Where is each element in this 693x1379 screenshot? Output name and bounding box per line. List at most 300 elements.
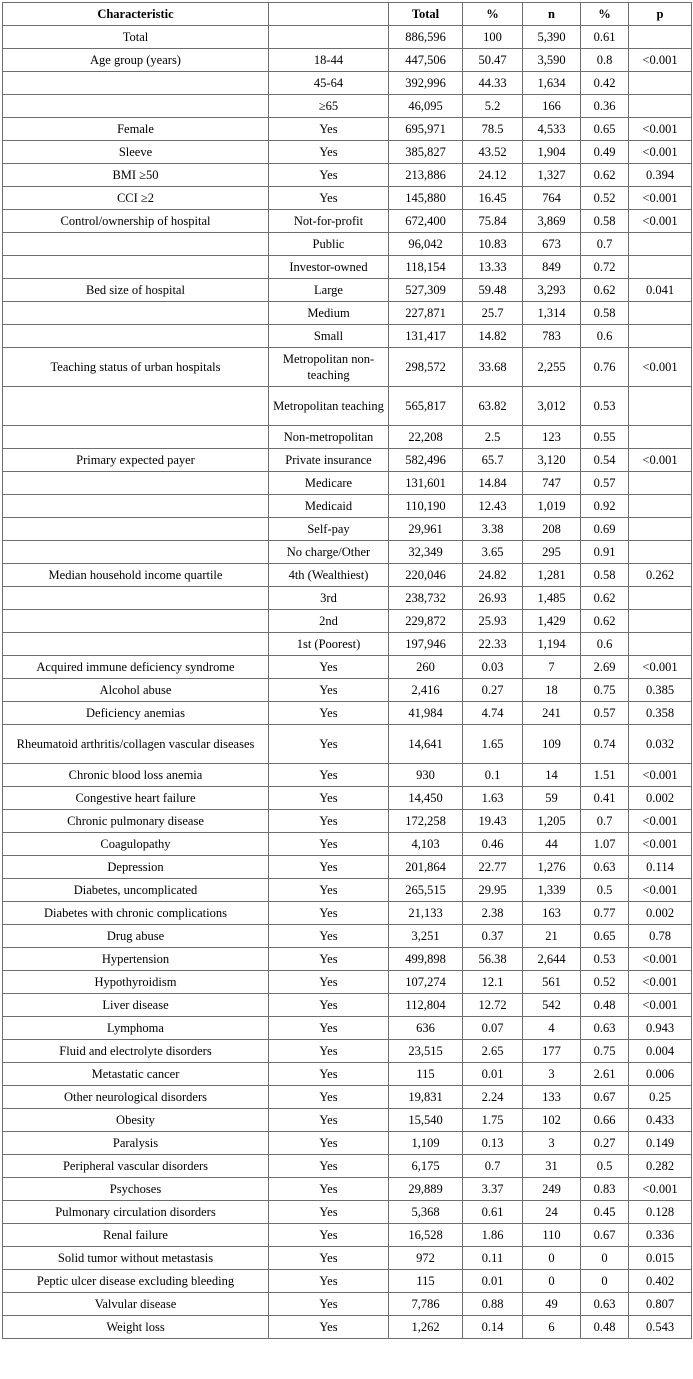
table-row (3, 164, 692, 187)
percent-cell: 5.2 (463, 95, 523, 118)
rate-cell: 0.58 (581, 564, 629, 587)
rate-cell: 0.83 (581, 1178, 629, 1201)
rate-cell: 0.62 (581, 587, 629, 610)
table-row (3, 587, 692, 610)
total-cell: 107,274 (389, 971, 463, 994)
total-cell: 1,262 (389, 1316, 463, 1339)
p-value-cell: <0.001 (629, 187, 692, 210)
p-value-cell: 0.78 (629, 925, 692, 948)
n-cell: 177 (523, 1040, 581, 1063)
characteristic-cell: Other neurological disorders (3, 1086, 269, 1109)
percent-cell: 24.82 (463, 564, 523, 587)
percent-cell: 50.47 (463, 49, 523, 72)
table-row (3, 1086, 692, 1109)
characteristic-cell: Diabetes, uncomplicated (3, 879, 269, 902)
characteristic-cell (3, 472, 269, 495)
total-cell: 32,349 (389, 541, 463, 564)
characteristics-table (2, 2, 692, 1339)
total-cell: 695,971 (389, 118, 463, 141)
total-cell: 238,732 (389, 587, 463, 610)
rate-cell: 0.63 (581, 1293, 629, 1316)
percent-cell: 14.82 (463, 325, 523, 348)
percent-cell: 75.84 (463, 210, 523, 233)
category-cell: 18-44 (269, 49, 389, 72)
category-cell: Yes (269, 994, 389, 1017)
percent-cell: 25.7 (463, 302, 523, 325)
p-value-cell: 0.25 (629, 1086, 692, 1109)
rate-cell: 0.75 (581, 1040, 629, 1063)
total-cell: 213,886 (389, 164, 463, 187)
total-cell: 7,786 (389, 1293, 463, 1316)
characteristic-cell: Metastatic cancer (3, 1063, 269, 1086)
n-cell: 561 (523, 971, 581, 994)
category-cell: Yes (269, 902, 389, 925)
percent-cell: 33.68 (463, 348, 523, 387)
category-cell: Large (269, 279, 389, 302)
n-cell: 542 (523, 994, 581, 1017)
header-rate-percent: % (581, 3, 629, 26)
characteristic-cell: Bed size of hospital (3, 279, 269, 302)
characteristic-cell (3, 541, 269, 564)
percent-cell: 1.75 (463, 1109, 523, 1132)
characteristic-cell: Primary expected payer (3, 449, 269, 472)
category-cell: Medicaid (269, 495, 389, 518)
table-row (3, 348, 692, 387)
total-cell: 22,208 (389, 426, 463, 449)
total-cell: 565,817 (389, 387, 463, 426)
p-value-cell: 0.543 (629, 1316, 692, 1339)
percent-cell: 14.84 (463, 472, 523, 495)
characteristic-cell: Rheumatoid arthritis/collagen vascular diseases (3, 725, 269, 764)
characteristic-cell: Drug abuse (3, 925, 269, 948)
n-cell: 3,120 (523, 449, 581, 472)
p-value-cell: 0.433 (629, 1109, 692, 1132)
p-value-cell: 0.282 (629, 1155, 692, 1178)
p-value-cell: 0.385 (629, 679, 692, 702)
total-cell: 110,190 (389, 495, 463, 518)
n-cell: 1,314 (523, 302, 581, 325)
n-cell: 1,339 (523, 879, 581, 902)
table-row (3, 1109, 692, 1132)
total-cell: 886,596 (389, 26, 463, 49)
rate-cell: 0.62 (581, 164, 629, 187)
category-cell: Yes (269, 1201, 389, 1224)
table-row (3, 1247, 692, 1270)
characteristic-cell: Diabetes with chronic complications (3, 902, 269, 925)
percent-cell: 16.45 (463, 187, 523, 210)
p-value-cell (629, 426, 692, 449)
percent-cell: 26.93 (463, 587, 523, 610)
characteristic-cell: Control/ownership of hospital (3, 210, 269, 233)
total-cell: 96,042 (389, 233, 463, 256)
characteristic-cell: Coagulopathy (3, 833, 269, 856)
total-cell: 115 (389, 1270, 463, 1293)
total-cell: 145,880 (389, 187, 463, 210)
header-total: Total (389, 3, 463, 26)
table-row (3, 925, 692, 948)
category-cell: Yes (269, 1293, 389, 1316)
p-value-cell (629, 541, 692, 564)
rate-cell: 0.48 (581, 1316, 629, 1339)
p-value-cell: 0.114 (629, 856, 692, 879)
characteristic-cell (3, 95, 269, 118)
percent-cell: 0.7 (463, 1155, 523, 1178)
n-cell: 133 (523, 1086, 581, 1109)
category-cell: Not-for-profit (269, 210, 389, 233)
p-value-cell: <0.001 (629, 810, 692, 833)
characteristic-cell (3, 325, 269, 348)
p-value-cell: 0.004 (629, 1040, 692, 1063)
n-cell: 0 (523, 1247, 581, 1270)
table-row (3, 387, 692, 426)
total-cell: 298,572 (389, 348, 463, 387)
total-cell: 527,309 (389, 279, 463, 302)
header-row (3, 3, 692, 26)
characteristic-cell: Median household income quartile (3, 564, 269, 587)
total-cell: 499,898 (389, 948, 463, 971)
n-cell: 1,327 (523, 164, 581, 187)
category-cell: Small (269, 325, 389, 348)
table-row (3, 1155, 692, 1178)
rate-cell: 0.52 (581, 187, 629, 210)
p-value-cell: <0.001 (629, 656, 692, 679)
characteristic-cell (3, 72, 269, 95)
category-cell: Medicare (269, 472, 389, 495)
rate-cell: 0.53 (581, 387, 629, 426)
characteristic-cell: Congestive heart failure (3, 787, 269, 810)
n-cell: 123 (523, 426, 581, 449)
table-row (3, 95, 692, 118)
category-cell: 1st (Poorest) (269, 633, 389, 656)
category-cell: Yes (269, 1017, 389, 1040)
category-cell: Metropolitan teaching (269, 387, 389, 426)
table-row (3, 725, 692, 764)
characteristic-cell: Fluid and electrolyte disorders (3, 1040, 269, 1063)
table-row (3, 994, 692, 1017)
total-cell: 392,996 (389, 72, 463, 95)
n-cell: 1,429 (523, 610, 581, 633)
characteristic-cell (3, 495, 269, 518)
percent-cell: 0.01 (463, 1270, 523, 1293)
table-row (3, 233, 692, 256)
table-row (3, 518, 692, 541)
total-cell: 2,416 (389, 679, 463, 702)
total-cell: 172,258 (389, 810, 463, 833)
p-value-cell (629, 495, 692, 518)
n-cell: 1,281 (523, 564, 581, 587)
category-cell: Yes (269, 856, 389, 879)
n-cell: 14 (523, 764, 581, 787)
table-body (3, 26, 692, 1339)
table-row (3, 971, 692, 994)
table-row (3, 302, 692, 325)
table-row (3, 833, 692, 856)
p-value-cell: 0.002 (629, 902, 692, 925)
total-cell: 6,175 (389, 1155, 463, 1178)
header-characteristic: Characteristic (3, 3, 269, 26)
p-value-cell: <0.001 (629, 449, 692, 472)
percent-cell: 2.38 (463, 902, 523, 925)
category-cell: 4th (Wealthiest) (269, 564, 389, 587)
total-cell: 930 (389, 764, 463, 787)
n-cell: 109 (523, 725, 581, 764)
p-value-cell: <0.001 (629, 141, 692, 164)
characteristic-cell (3, 610, 269, 633)
category-cell: Yes (269, 656, 389, 679)
characteristic-cell (3, 633, 269, 656)
p-value-cell: <0.001 (629, 971, 692, 994)
table-row (3, 810, 692, 833)
table-row (3, 449, 692, 472)
rate-cell: 0.67 (581, 1086, 629, 1109)
table-row (3, 902, 692, 925)
n-cell: 49 (523, 1293, 581, 1316)
p-value-cell: <0.001 (629, 210, 692, 233)
p-value-cell: 0.149 (629, 1132, 692, 1155)
percent-cell: 2.5 (463, 426, 523, 449)
category-cell: Investor-owned (269, 256, 389, 279)
n-cell: 1,194 (523, 633, 581, 656)
characteristic-cell (3, 587, 269, 610)
p-value-cell: 0.336 (629, 1224, 692, 1247)
n-cell: 102 (523, 1109, 581, 1132)
category-cell: Yes (269, 141, 389, 164)
total-cell: 385,827 (389, 141, 463, 164)
characteristic-cell: Age group (years) (3, 49, 269, 72)
percent-cell: 0.61 (463, 1201, 523, 1224)
characteristic-cell: Hypothyroidism (3, 971, 269, 994)
table-row (3, 187, 692, 210)
p-value-cell: <0.001 (629, 1178, 692, 1201)
category-cell: Metropolitan non-teaching (269, 348, 389, 387)
characteristic-cell (3, 387, 269, 426)
characteristic-cell: Chronic blood loss anemia (3, 764, 269, 787)
percent-cell: 22.33 (463, 633, 523, 656)
characteristic-cell: Teaching status of urban hospitals (3, 348, 269, 387)
total-cell: 672,400 (389, 210, 463, 233)
p-value-cell (629, 518, 692, 541)
rate-cell: 0.69 (581, 518, 629, 541)
rate-cell: 0.58 (581, 210, 629, 233)
rate-cell: 0.5 (581, 1155, 629, 1178)
rate-cell: 0.63 (581, 856, 629, 879)
characteristic-cell: Total (3, 26, 269, 49)
rate-cell: 0.36 (581, 95, 629, 118)
n-cell: 1,205 (523, 810, 581, 833)
category-cell: 45-64 (269, 72, 389, 95)
table-row (3, 72, 692, 95)
p-value-cell (629, 302, 692, 325)
table-row (3, 1132, 692, 1155)
rate-cell: 0.8 (581, 49, 629, 72)
n-cell: 166 (523, 95, 581, 118)
rate-cell: 0.92 (581, 495, 629, 518)
total-cell: 46,095 (389, 95, 463, 118)
total-cell: 15,540 (389, 1109, 463, 1132)
percent-cell: 12.72 (463, 994, 523, 1017)
total-cell: 220,046 (389, 564, 463, 587)
n-cell: 59 (523, 787, 581, 810)
rate-cell: 0.49 (581, 141, 629, 164)
rate-cell: 0.65 (581, 118, 629, 141)
characteristic-cell: CCI ≥2 (3, 187, 269, 210)
n-cell: 3,293 (523, 279, 581, 302)
characteristic-cell: Deficiency anemias (3, 702, 269, 725)
n-cell: 1,904 (523, 141, 581, 164)
characteristic-cell: Valvular disease (3, 1293, 269, 1316)
p-value-cell (629, 256, 692, 279)
percent-cell: 100 (463, 26, 523, 49)
n-cell: 7 (523, 656, 581, 679)
total-cell: 19,831 (389, 1086, 463, 1109)
p-value-cell: 0.807 (629, 1293, 692, 1316)
characteristic-cell: BMI ≥50 (3, 164, 269, 187)
characteristic-cell: Psychoses (3, 1178, 269, 1201)
rate-cell: 0.74 (581, 725, 629, 764)
n-cell: 21 (523, 925, 581, 948)
table-row (3, 610, 692, 633)
rate-cell: 0.48 (581, 994, 629, 1017)
p-value-cell: 0.002 (629, 787, 692, 810)
table-row (3, 141, 692, 164)
category-cell: Yes (269, 1155, 389, 1178)
table-row (3, 1178, 692, 1201)
n-cell: 208 (523, 518, 581, 541)
n-cell: 3,012 (523, 387, 581, 426)
p-value-cell: 0.358 (629, 702, 692, 725)
percent-cell: 2.24 (463, 1086, 523, 1109)
table-row (3, 1224, 692, 1247)
total-cell: 14,450 (389, 787, 463, 810)
p-value-cell: 0.032 (629, 725, 692, 764)
total-cell: 118,154 (389, 256, 463, 279)
total-cell: 23,515 (389, 1040, 463, 1063)
rate-cell: 0.57 (581, 472, 629, 495)
header-category (269, 3, 389, 26)
percent-cell: 12.43 (463, 495, 523, 518)
category-cell: Yes (269, 833, 389, 856)
table-row (3, 541, 692, 564)
rate-cell: 0.5 (581, 879, 629, 902)
category-cell: Public (269, 233, 389, 256)
category-cell: Yes (269, 1109, 389, 1132)
characteristic-cell: Peptic ulcer disease excluding bleeding (3, 1270, 269, 1293)
total-cell: 29,889 (389, 1178, 463, 1201)
percent-cell: 1.65 (463, 725, 523, 764)
category-cell: ≥65 (269, 95, 389, 118)
total-cell: 972 (389, 1247, 463, 1270)
total-cell: 4,103 (389, 833, 463, 856)
percent-cell: 59.48 (463, 279, 523, 302)
table-row (3, 426, 692, 449)
n-cell: 1,485 (523, 587, 581, 610)
n-cell: 0 (523, 1270, 581, 1293)
n-cell: 4,533 (523, 118, 581, 141)
category-cell: Yes (269, 1270, 389, 1293)
p-value-cell (629, 610, 692, 633)
total-cell: 1,109 (389, 1132, 463, 1155)
rate-cell: 0.76 (581, 348, 629, 387)
characteristic-cell: Depression (3, 856, 269, 879)
p-value-cell: <0.001 (629, 49, 692, 72)
rate-cell: 0.6 (581, 633, 629, 656)
category-cell: Yes (269, 948, 389, 971)
percent-cell: 29.95 (463, 879, 523, 902)
total-cell: 227,871 (389, 302, 463, 325)
n-cell: 783 (523, 325, 581, 348)
characteristic-cell: Pulmonary circulation disorders (3, 1201, 269, 1224)
rate-cell: 0.67 (581, 1224, 629, 1247)
table-row (3, 633, 692, 656)
header-p-value: p (629, 3, 692, 26)
p-value-cell: <0.001 (629, 348, 692, 387)
table-row (3, 26, 692, 49)
percent-cell: 0.37 (463, 925, 523, 948)
table-row (3, 210, 692, 233)
n-cell: 764 (523, 187, 581, 210)
total-cell: 636 (389, 1017, 463, 1040)
characteristic-cell: Obesity (3, 1109, 269, 1132)
n-cell: 2,255 (523, 348, 581, 387)
n-cell: 5,390 (523, 26, 581, 49)
p-value-cell: <0.001 (629, 994, 692, 1017)
percent-cell: 3.65 (463, 541, 523, 564)
rate-cell: 0.62 (581, 279, 629, 302)
category-cell: Medium (269, 302, 389, 325)
rate-cell: 0.27 (581, 1132, 629, 1155)
rate-cell: 0.7 (581, 233, 629, 256)
total-cell: 112,804 (389, 994, 463, 1017)
p-value-cell: <0.001 (629, 948, 692, 971)
percent-cell: 65.7 (463, 449, 523, 472)
rate-cell: 0.53 (581, 948, 629, 971)
category-cell: Yes (269, 118, 389, 141)
table-row (3, 656, 692, 679)
n-cell: 18 (523, 679, 581, 702)
rate-cell: 0.75 (581, 679, 629, 702)
table-row (3, 1270, 692, 1293)
p-value-cell: <0.001 (629, 833, 692, 856)
total-cell: 41,984 (389, 702, 463, 725)
total-cell: 201,864 (389, 856, 463, 879)
category-cell: Yes (269, 810, 389, 833)
characteristic-cell (3, 302, 269, 325)
percent-cell: 0.46 (463, 833, 523, 856)
category-cell: Yes (269, 764, 389, 787)
category-cell: Yes (269, 971, 389, 994)
total-cell: 260 (389, 656, 463, 679)
percent-cell: 24.12 (463, 164, 523, 187)
rate-cell: 2.69 (581, 656, 629, 679)
n-cell: 24 (523, 1201, 581, 1224)
category-cell: No charge/Other (269, 541, 389, 564)
rate-cell: 0.63 (581, 1017, 629, 1040)
characteristic-cell: Liver disease (3, 994, 269, 1017)
percent-cell: 0.1 (463, 764, 523, 787)
table-row (3, 948, 692, 971)
rate-cell: 0.45 (581, 1201, 629, 1224)
table-row (3, 49, 692, 72)
percent-cell: 0.11 (463, 1247, 523, 1270)
table-row (3, 1201, 692, 1224)
n-cell: 1,634 (523, 72, 581, 95)
category-cell: Yes (269, 1224, 389, 1247)
p-value-cell (629, 325, 692, 348)
n-cell: 44 (523, 833, 581, 856)
rate-cell: 0.41 (581, 787, 629, 810)
category-cell: Yes (269, 787, 389, 810)
rate-cell: 0.42 (581, 72, 629, 95)
